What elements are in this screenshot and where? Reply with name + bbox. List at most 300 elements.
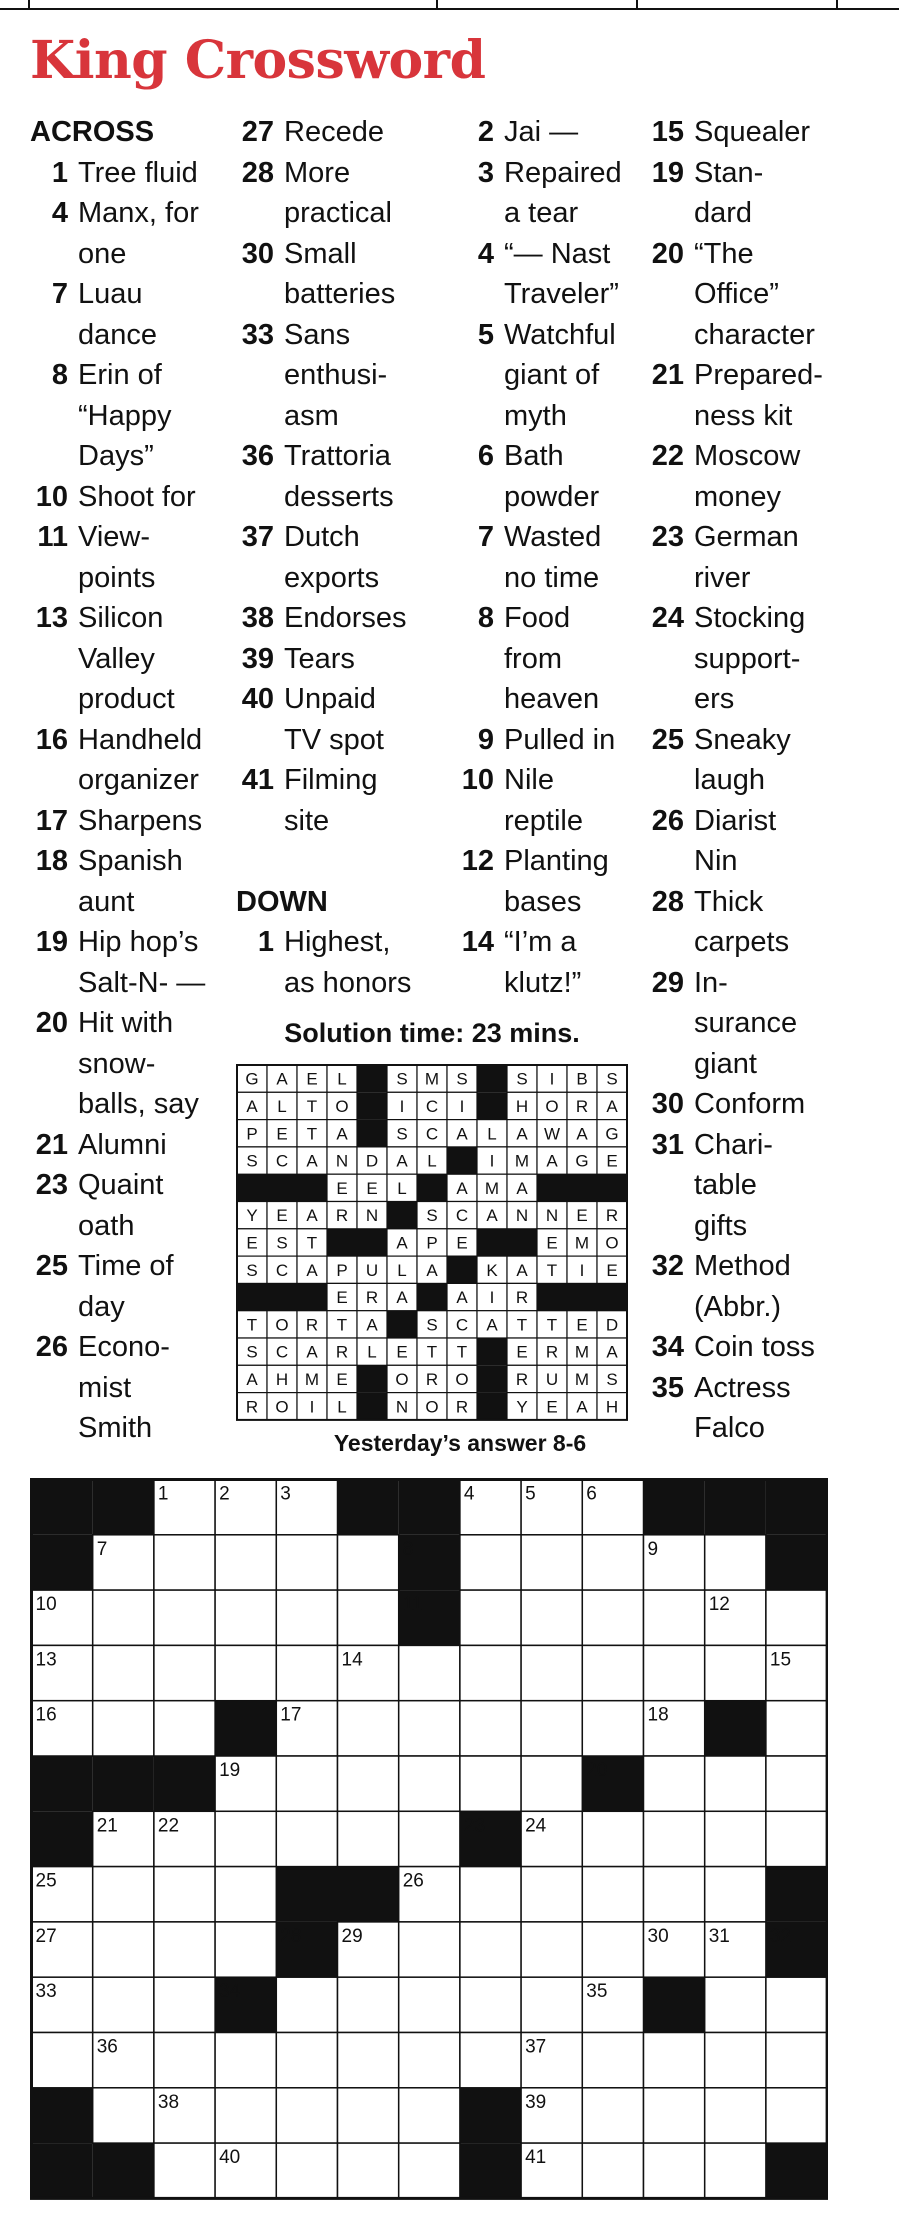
clue-text-line: Prepared- [694,359,823,391]
clue-text-line: river [694,561,751,594]
clue-number: 7 [477,521,494,553]
clue-text-line: “The [694,237,754,270]
clue-text-line: Repaired [504,156,622,189]
clue-text-line: dance [78,318,158,351]
clue-number: 8 [51,359,68,391]
clue-text-line: a tear [504,197,579,229]
clue-text-line: Jai — [504,116,579,148]
solution-letter: N [335,1151,349,1171]
solution-letter: M [574,1233,590,1253]
answer-cell [338,1535,399,1590]
solution-block-cell [267,1283,297,1310]
solution-block-cell [297,1283,327,1310]
clue-text-line: Smith [78,1412,153,1444]
clue-text-line: asm [284,399,339,432]
down-clue-31 [646,1125,896,1247]
rule-tick [836,0,838,8]
solution-letter: T [546,1315,558,1335]
clue-text-line: product [78,683,175,715]
clue-number: 7 [51,278,68,310]
solution-letter: N [545,1206,559,1226]
clue-text-line: Time of [78,1250,174,1282]
clue-number: 18 [35,845,68,877]
clue-number: 21 [35,1128,68,1161]
answer-cell [644,2033,705,2088]
clue-text-line: Silicon [78,602,164,634]
clue-text-line: Bath [504,440,564,472]
clue-text-line: one [78,237,127,270]
down-clue-35 [646,1368,896,1449]
clue-text-line: “Happy [78,399,172,432]
answer-cell [766,1756,827,1811]
answer-cell [93,1977,154,2032]
clue-text-line: Sneaky [694,723,791,756]
answer-cell [460,1645,521,1700]
clue-number: 37 [241,521,274,553]
clue-number: 32 [651,1250,684,1282]
solution-letter: A [336,1124,348,1144]
solution-letter: S [396,1124,408,1144]
solution-letter: U [545,1369,559,1389]
solution-letter: T [306,1124,318,1144]
cell-number: 28 [280,1925,302,1947]
answer-cell [276,1590,337,1645]
solution-letter: H [515,1096,529,1116]
answer-cell [644,1590,705,1645]
cell-number: 7 [96,1538,108,1560]
solution-letter: A [306,1260,318,1280]
solution-letter: A [606,1096,618,1116]
solution-letter: O [605,1233,619,1253]
block-cell [460,2143,521,2198]
solution-block-cell [327,1229,357,1256]
across-clue-27 [236,112,446,153]
solution-block-cell [387,1311,417,1338]
answer-cell [276,1977,337,2032]
block-cell [766,2143,827,2198]
clue-number: 2 [477,116,494,148]
answer-cell [338,1701,399,1756]
clue-text-line: Spanish [78,845,183,877]
clue-number: 4 [477,237,494,270]
solution-letter: P [426,1233,438,1253]
cell-number: 19 [219,1760,241,1781]
answer-cell [276,1535,337,1590]
block-cell [93,1756,154,1811]
answer-cell [154,1645,215,1700]
solution-letter: M [574,1369,590,1389]
answer-cell [215,1922,276,1977]
clue-text-line: View- [78,521,150,553]
solution-letter: R [545,1342,559,1362]
solution-letter: M [514,1151,530,1171]
clue-text-line: surance [694,1007,798,1039]
answer-cell [521,1535,582,1590]
across-clue-11 [30,517,230,598]
cell-number: 9 [647,1538,659,1560]
clue-number: 26 [651,804,684,837]
across-clue-8 [30,355,230,477]
across-clue-20 [30,1003,230,1125]
across-clue-28 [236,153,446,234]
cell-number: 37 [525,2036,547,2058]
across-clue-16 [30,720,230,801]
solution-letter: S [606,1069,618,1089]
solution-letter: S [606,1369,618,1389]
clue-text-line: Thick [694,885,764,918]
cell-number: 15 [769,1649,792,1671]
clue-text-line: heaven [504,683,600,715]
solution-letter: B [576,1069,588,1089]
clue-text-line: Food [504,602,571,634]
clue-text-line: Planting [504,845,609,877]
cell-number: 10 [35,1594,57,1616]
answer-cell [399,1977,460,2032]
clue-number: 23 [35,1169,68,1201]
down-clue-9 [456,720,641,761]
solution-letter: E [336,1178,348,1198]
across-clue-33 [236,315,446,437]
clue-text-line: Moscow [694,440,801,472]
down-clue-12 [456,841,641,922]
clue-text-line: Sharpens [78,804,203,837]
answer-cell [276,2088,337,2143]
answer-cell [338,2143,399,2198]
across-clue-19 [30,922,230,1003]
solution-letter: L [367,1342,377,1362]
crossword-grid [30,1478,828,2203]
solution-letter: S [426,1206,438,1226]
solution-letter: U [365,1260,379,1280]
solution-letter: P [336,1260,348,1280]
answer-cell [705,2088,766,2143]
across-clue-7 [30,274,230,355]
solution-letter: M [484,1178,500,1198]
solution-letter: C [275,1260,289,1280]
answer-cell [705,1977,766,2032]
clue-text-line: Trattoria [284,440,391,472]
solution-letter: R [515,1369,529,1389]
answer-cell [276,1811,337,1866]
down-clue-30 [646,1084,896,1125]
solution-block-cell [567,1174,597,1201]
clue-text-line: balls, say [78,1088,199,1120]
solution-letter: A [276,1069,288,1089]
clue-number: 28 [241,156,274,189]
solution-letter: N [515,1206,529,1226]
answer-cell [460,1590,521,1645]
across-clue-40 [236,679,446,760]
cell-number: 11 [402,1594,423,1616]
clue-text-line: ers [694,683,735,715]
cell-number: 22 [157,1815,180,1837]
clue-number: 22 [651,440,684,472]
down-clue-26 [646,801,896,882]
clue-text-line: “I’m a [504,926,577,958]
solution-letter: Y [246,1206,258,1226]
clue-text-line: ness kit [694,399,793,432]
answer-cell [93,1645,154,1700]
solution-letter: D [365,1151,379,1171]
across-header: ACROSS [30,116,155,148]
solution-block-cell [477,1092,507,1119]
solution-letter: H [605,1397,619,1417]
block-cell [32,2088,93,2143]
cell-number: 2 [219,1483,230,1505]
solution-letter: A [396,1233,408,1253]
answer-cell [399,1811,460,1866]
answer-cell [93,1922,154,1977]
clue-text-line: Small [284,237,357,270]
answer-cell [399,1922,460,1977]
cell-number: 26 [402,1870,424,1892]
answer-cell [93,2088,154,2143]
across-clue-18 [30,841,230,922]
clue-text-line: TV spot [284,723,384,756]
solution-letter: L [337,1069,347,1089]
clue-text-line: Endorses [284,602,407,634]
spacer [236,841,446,882]
answer-cell [521,1867,582,1922]
answer-cell [154,1590,215,1645]
solution-block-cell [387,1202,417,1229]
block-cell [32,1811,93,1866]
clue-text-line: Falco [694,1412,765,1444]
across-clue-37 [236,517,446,598]
solution-block-cell [477,1393,507,1420]
solution-letter: A [456,1288,468,1308]
answer-cell [276,1645,337,1700]
cell-number: 33 [35,1981,57,2003]
across-clue-26 [30,1327,230,1449]
answer-cell [521,1701,582,1756]
cell-number: 25 [35,1870,57,1892]
solution-letter: M [424,1069,440,1089]
answer-cell [521,1756,582,1811]
solution-letter: E [246,1233,258,1253]
solution-letter: O [455,1369,469,1389]
solution-letter: I [489,1151,495,1171]
solution-block-cell [477,1065,507,1092]
clue-text-line: character [694,318,815,351]
answer-cell [644,1867,705,1922]
solution-letter: A [486,1206,498,1226]
solution-letter: E [546,1397,558,1417]
answer-cell [766,1701,827,1756]
solution-letter: I [549,1069,555,1089]
solution-letter: A [456,1178,468,1198]
clue-text-line: enthusi- [284,359,388,391]
down-clue-34 [646,1327,896,1368]
solution-letter: I [489,1288,495,1308]
clue-text-line: table [694,1169,757,1201]
solution-letter: E [576,1315,588,1335]
solution-block-cell [597,1283,627,1310]
across-clue-10 [30,477,230,518]
clue-text-line: day [78,1290,125,1323]
clue-text-line: Watchful [504,318,616,351]
solution-letter: R [515,1288,529,1308]
answer-cell [338,1977,399,2032]
solution-letter: I [579,1260,585,1280]
clue-text-line: as honors [284,966,412,999]
clue-text-line: Diarist [694,804,777,837]
answer-cell [154,2143,215,2198]
down-clue-1 [236,922,446,1003]
answer-cell [215,1867,276,1922]
solution-time: Solution time: 23 mins. [284,1018,580,1048]
clue-number: 17 [35,804,68,837]
cell-number: 13 [35,1649,57,1671]
clue-text-line: German [694,521,799,553]
clue-text-line: no time [504,561,600,594]
clue-number: 41 [241,764,274,796]
clue-text-line: Unpaid [284,683,376,715]
solution-letter: S [246,1260,258,1280]
answer-cell [276,1756,337,1811]
cell-number: 38 [157,2091,180,2113]
solution-letter: A [396,1151,408,1171]
block-cell [93,2143,154,2198]
solution-block-cell [357,1092,387,1119]
clue-text-line: Actress [694,1371,791,1404]
clue-text-line: snow- [78,1047,156,1080]
across-clue-39 [236,639,446,680]
answer-cell [521,1977,582,2032]
answer-cell [338,2088,399,2143]
down-clue-21 [646,355,896,436]
solution-letter: R [365,1288,379,1308]
clue-text-line: Conform [694,1088,806,1120]
answer-cell [582,1701,643,1756]
solution-block-cell [537,1283,567,1310]
across-clue-38 [236,598,446,639]
block-cell [766,1480,827,1535]
solution-letter: R [245,1397,259,1417]
solution-block-cell [447,1147,477,1174]
clue-text-line: Dutch [284,521,360,553]
answer-cell [215,2033,276,2088]
answer-cell [705,1756,766,1811]
clue-text-line: Traveler” [504,278,619,310]
clue-text-line: Salt-N- — [78,966,206,999]
solution-letter: E [546,1233,558,1253]
solution-letter: O [335,1096,349,1116]
solution-letter: G [245,1069,259,1089]
clue-text-line: Chari- [694,1128,773,1161]
across-clue-17 [30,801,230,842]
solution-letter: E [516,1342,528,1362]
clue-text-line: Shoot for [78,480,196,513]
solution-letter: E [576,1206,588,1226]
clue-number: 20 [651,237,684,270]
rule-tick [636,0,638,8]
clue-column-1 [30,112,230,1449]
cell-number: 12 [708,1594,730,1616]
down-clue-6 [456,436,641,517]
solution-letter: R [335,1206,349,1226]
cell-number: 40 [219,2147,241,2169]
solution-block-cell [447,1256,477,1283]
answer-cell [338,1811,399,1866]
answer-cell [766,2088,827,2143]
clue-text-line: carpets [694,926,790,958]
clue-text-line: oath [78,1209,135,1242]
solution-letter: K [486,1260,498,1280]
clue-number: 1 [51,156,68,189]
solution-letter: O [275,1397,289,1417]
clue-number: 36 [241,440,274,472]
clue-text-line: giant [694,1047,757,1080]
answer-cell [93,1867,154,1922]
solution-letter: A [396,1288,408,1308]
clue-number: 31 [651,1128,684,1161]
block-cell [93,1480,154,1535]
across-clue-13 [30,598,230,720]
down-clue-23 [646,517,896,598]
clue-number: 25 [651,723,684,756]
solution-letter: L [397,1178,407,1198]
solution-block-cell [477,1365,507,1392]
block-cell [338,1480,399,1535]
solution-block-cell [297,1174,327,1201]
cell-number: 3 [280,1483,291,1505]
solution-block-cell [417,1174,447,1201]
clue-number: 30 [241,237,274,270]
clue-number: 39 [241,642,274,675]
answer-cell [766,2033,827,2088]
clue-text-line: In- [694,966,728,999]
solution-letter: I [459,1096,465,1116]
block-cell [644,1480,705,1535]
clue-text-line: Manx, for [78,197,199,229]
solution-letter: E [306,1069,318,1089]
solution-block-cell [237,1174,267,1201]
solution-letter: A [546,1151,558,1171]
block-cell [32,1535,93,1590]
clue-text-line: practical [284,197,392,229]
solution-letter: T [546,1260,558,1280]
answer-cell [460,1756,521,1811]
clue-text-line: bases [504,885,582,918]
clue-text-line: points [78,561,156,594]
answer-cell [276,2143,337,2198]
answer-cell [154,1977,215,2032]
solution-letter: T [306,1233,318,1253]
cell-number: 32 [769,1925,792,1947]
answer-cell [705,2143,766,2198]
solution-letter: R [305,1315,319,1335]
solution-block-cell [357,1393,387,1420]
answer-cell [399,1756,460,1811]
clue-text-line: Method [694,1250,791,1282]
clue-number: 34 [651,1331,684,1363]
clue-text-line: batteries [284,278,396,310]
solution-letter: E [456,1233,468,1253]
solution-letter: M [574,1342,590,1362]
solution-letter: L [337,1397,347,1417]
answer-cell [338,2033,399,2088]
cell-number: 35 [586,1981,608,2003]
across-clue-36 [236,436,446,517]
solution-letter: C [455,1315,469,1335]
clue-text-line: Hit with [78,1007,174,1039]
down-clue-3 [456,153,641,234]
answer-cell [521,1922,582,1977]
answer-cell [93,1701,154,1756]
cell-number: 34 [219,1981,241,2003]
down-clue-28 [646,882,896,963]
